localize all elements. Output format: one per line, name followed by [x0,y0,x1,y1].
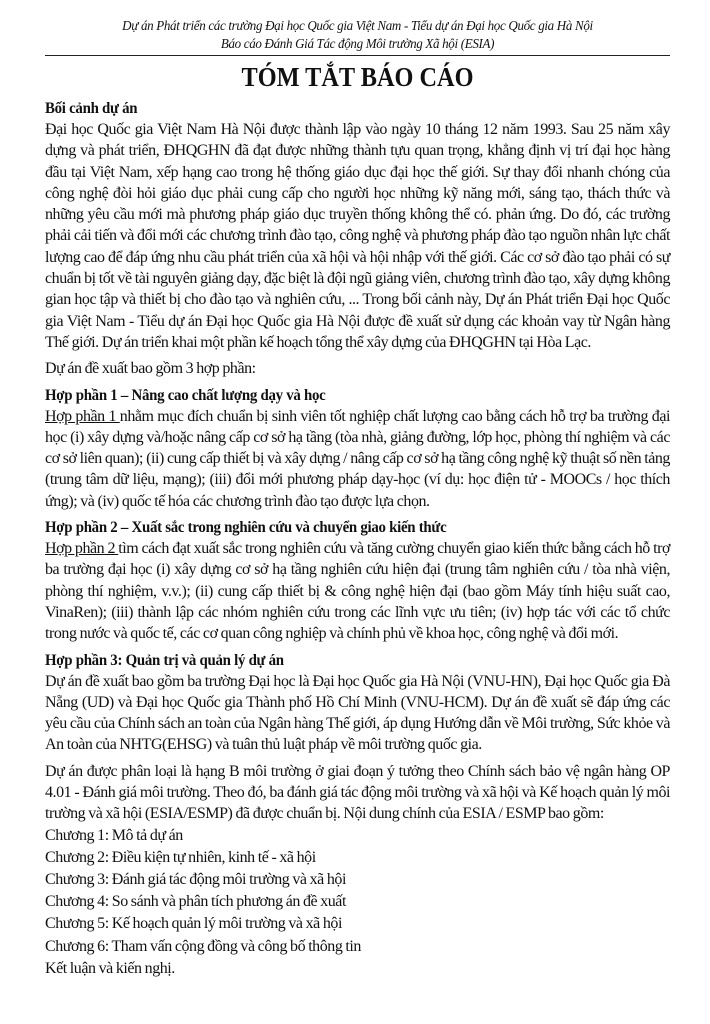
component-2-paragraph [45,538,670,644]
chapter-item: Chương 1: Mô tả dự án [45,826,183,844]
component-2-text: tìm cách đạt xuất sắc trong nghiên cứu và tăng cường chuyển giao kiến thức bằng cách hỗ trợ ba trường đại học (i) xây dựng cơ sở hạ tầng nghiên cứu hiện đại (trung tâm nghiên cứu / tòa nhà viện, phòng thí nghiệm, v.v.); (ii) cung cấp thiết bị & công nghệ hiện đại (bao gồm Máy tính hiệu suất cao, VinaRen); (iii) thành lập các nhóm nghiên cứu trong các lĩnh vực ưu tiên; (iv) hợp tác với các tổ chức trong nước và quốc tế, các cơ quan công nghiệp và chính phủ về khoa học, công nghệ và đổi mới. [45,540,670,643]
chapter-item: Chương 6: Tham vấn cộng đồng và công bố thông tin [45,937,361,955]
running-header [67,0,648,54]
chapter-item: Chương 3: Đánh giá tác động môi trường và xã hội [45,871,346,889]
component-3-paragraph-1: Dự án đề xuất bao gồm ba trường Đại học là Đại học Quốc gia Hà Nội (VNU-HN), Đại học Quốc gia Đà Nẵng (UD) và Đại học Quốc gia Thành phố Hồ Chí Minh (VNU-HCM). Dự án đề xuất sẽ đáp ứng các yêu cầu của Chính sách an toàn của Ngân hàng Thế giới, áp dụng Hướng dẫn về Môi trường, Sức khỏe và An toàn của NHTG(EHSG) và tuân thủ luật pháp về môi trường quốc gia. [45,672,670,754]
header-report-line: Báo cáo Đánh Giá Tác động Môi trường Xã hội (ESIA) [220,37,495,52]
component-1-text: nhằm mục đích chuẩn bị sinh viên tốt nghiệp chất lượng cao bằng cách hỗ trợ ba trường đại học (i) xây dựng và/hoặc nâng cấp cơ sở hạ tầng (tòa nhà, giảng đường, lớp học, phòng thí nghiệm và các cơ sở liên quan); (ii) cung cấp thiết bị và xây dựng / nâng cấp cơ sở hạ tầng công nghệ kỹ thuật số nền tảng (trung tâm dữ liệu, mạng); (iii) đổi mới phương pháp dạy-học (ví dụ: học điện tử - MOOCs / học thích ứng); và (iv) quốc tế hóa các chương trình đào tạo được lựa chọn. [45,407,670,510]
component-1-lead: Hợp phần 1 [45,407,120,425]
section-heading-component-1: Hợp phần 1 – Nâng cao chất lượng dạy và học [45,386,326,404]
components-intro: Dự án đề xuất bao gồm 3 hợp phần: [45,360,256,378]
page-title: TÓM TẮT BÁO CÁO [241,62,474,92]
context-paragraph: Đại học Quốc gia Việt Nam Hà Nội được thành lập vào ngày 10 tháng 12 năm 1993. Sau 25 năm xây dựng và phát triển, ĐHQGHN đã đạt được những thành tựu quan trọng, khẳng định vị trí đại học hàng đầu tại Việt Nam, xếp hạng cao trong hệ thống giáo dục đại học thế giới. Sự thay đổi nhanh chóng của công nghệ đòi hỏi giáo dục phải cung cấp cho người học những kỹ năng mới, sáng tạo, thách thức và những yêu cầu mới mà phương pháp giáo dục truyền thống không thể có. phản ứng. Do đó, các trường phải cải tiến và đổi mới các chương trình đào tạo, công nghệ và phương pháp đào tạo nguồn nhân lực chất lượng cao để đáp ứng nhu cầu phát triển của xã hội và hội nhập với thế giới. Các cơ sở đào tạo phải có sự chuẩn bị tốt về tài nguyên giảng dạy, đặc biệt là đội ngũ giảng viên, chương trình đào tạo, xây dựng không gian học tập và thiết bị cho đào tạo và nghiên cứu, ... Trong bối cảnh này, Dự án Phát triển Đại học Quốc gia Việt Nam - Tiểu dự án Đại học Quốc gia Hà Nội được đề xuất sử dụng các khoản vay từ Ngân hàng Thế giới. Dự án triển khai một phần kế hoạch tổng thể xây dựng của ĐHQGHN tại Hòa Lạc. [45,121,670,351]
section-heading-component-2: Hợp phần 2 – Xuất sắc trong nghiên cứu và chuyển giao kiến thức [45,519,447,537]
section-heading-component-3: Hợp phần 3: Quản trị và quản lý dự án [45,651,284,669]
header-divider [45,55,670,56]
chapter-item: Chương 2: Điều kiện tự nhiên, kinh tế - xã hội [45,848,316,866]
section-heading-context: Bối cảnh dự án [45,100,138,117]
component-3-paragraph-2: Dự án được phân loại là hạng B môi trường ở giai đoạn ý tưởng theo Chính sách bảo vệ ngân hàng OP 4.01 - Đánh giá môi trường. Theo đó, ba đánh giá tác động môi trường và xã hội và Kế hoạch quản lý môi trường và xã hội (ESIA/ESMP) đã được chuẩn bị. Nội dung chính của ESIA / ESMP bao gồm: [45,762,670,823]
header-project-line: Dự án Phát triển các trường Đại học Quốc gia Việt Nam - Tiểu dự án Đại học Quốc gia Hà Nội [122,19,593,34]
conclusion-item: Kết luận và kiến nghị. [45,959,175,977]
component-1-paragraph [45,406,670,512]
component-2-lead: Hợp phần 2 [45,540,119,558]
chapter-list [45,825,670,980]
document-page [45,0,670,980]
chapter-item: Chương 4: So sánh và phân tích phương án đề xuất [45,893,346,911]
chapter-item: Chương 5: Kế hoạch quản lý môi trường và xã hội [45,915,342,933]
